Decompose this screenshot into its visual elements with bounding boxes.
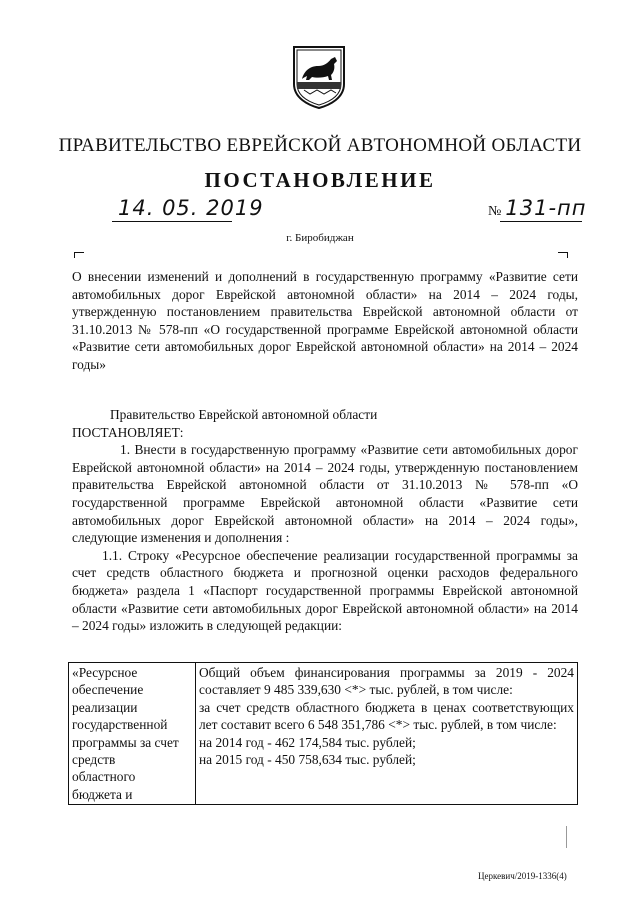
resolves: ПОСТАНОВЛЯЕТ:	[72, 424, 184, 440]
document-number	[488, 196, 586, 220]
resource-table	[68, 662, 578, 805]
document-date: 14. 05. 2019	[118, 196, 264, 220]
act-type: ПОСТАНОВЛЕНИЕ	[204, 168, 436, 192]
title-corner-left	[74, 252, 84, 258]
document-body	[72, 406, 578, 635]
label-line: государственной	[72, 717, 168, 733]
margin-mark	[566, 826, 567, 848]
item-1: 1. Внести в государственную программу «Развитие сети автомобильных дорог Еврейской автономной области» на 2014 – 2024 годы, утвержденную постановлением правительства Еврейской автономной области от 31.10.2013 № 578-пп «О государственной программе Еврейской автономной области «Развитие сети автомобильных дорог Еврейской автономной области» на 2014 – 2024 годы», следующие изменения и дополнения :	[72, 442, 578, 546]
content-line: на 2015 год - 450 758,634 тыс. рублей;	[199, 752, 416, 768]
label-line: областного	[72, 769, 136, 785]
preamble: Правительство Еврейской автономной области	[110, 407, 378, 422]
content-line: на 2014 год - 462 174,584 тыс. рублей;	[199, 734, 416, 750]
table-cell-label	[69, 663, 196, 805]
date-underline	[112, 221, 232, 222]
number-value: 131-пп	[505, 196, 587, 220]
label-line: бюджета и	[72, 786, 133, 802]
footer-code: Церкевич/2019-1336(4)	[478, 871, 567, 881]
government-name: ПРАВИТЕЛЬСТВО ЕВРЕЙСКОЙ АВТОНОМНОЙ ОБЛАСТИ	[58, 135, 582, 156]
label-line: программы за счет	[72, 734, 179, 750]
content-para: за счет средств областного бюджета в ценах соответствующих лет составит всего 6 548 351,786 <*> тыс. рублей, в том числе:	[199, 699, 574, 733]
document-title: О внесении изменений и дополнений в государственную программу «Развитие сети автомобильных дорог Еврейской автономной области» на 2014 – 2024 годы, утвержденную постановлением правительства Еврейской автономной области от 31.10.2013 № 578-пп «О государственной программе Еврейской автономной области «Развитие сети автомобильных дорог Еврейской автономной области» на 2014 – 2024 годы»	[72, 269, 578, 372]
label-line: реализации	[72, 699, 138, 715]
number-underline	[500, 221, 582, 222]
label-line: средств	[72, 752, 116, 768]
label-line: «Ресурсное	[72, 665, 138, 680]
item-1-1: 1.1. Строку «Ресурсное обеспечение реализации государственной программы за счет средств областного бюджета и прогнозной оценки расходов федерального бюджета» раздела 1 «Паспорт государственной программы Еврейской автономной области «Развитие сети автомобильных дорог Еврейской автономной области» на 2014 – 2024 годы» изложить в следующей редакции:	[72, 547, 578, 634]
city: г. Биробиджан	[286, 232, 354, 244]
label-line: обеспечение	[72, 682, 144, 698]
content-para: Общий объем финансирования программы за 2019 - 2024 составляет 9 485 339,630 <*> тыс. рублей, в том числе:	[199, 665, 574, 698]
number-label: №	[488, 204, 502, 219]
table-cell-content	[196, 663, 578, 805]
title-corner-right	[558, 252, 568, 258]
coat-of-arms-icon	[290, 44, 348, 110]
table-row	[69, 663, 578, 805]
